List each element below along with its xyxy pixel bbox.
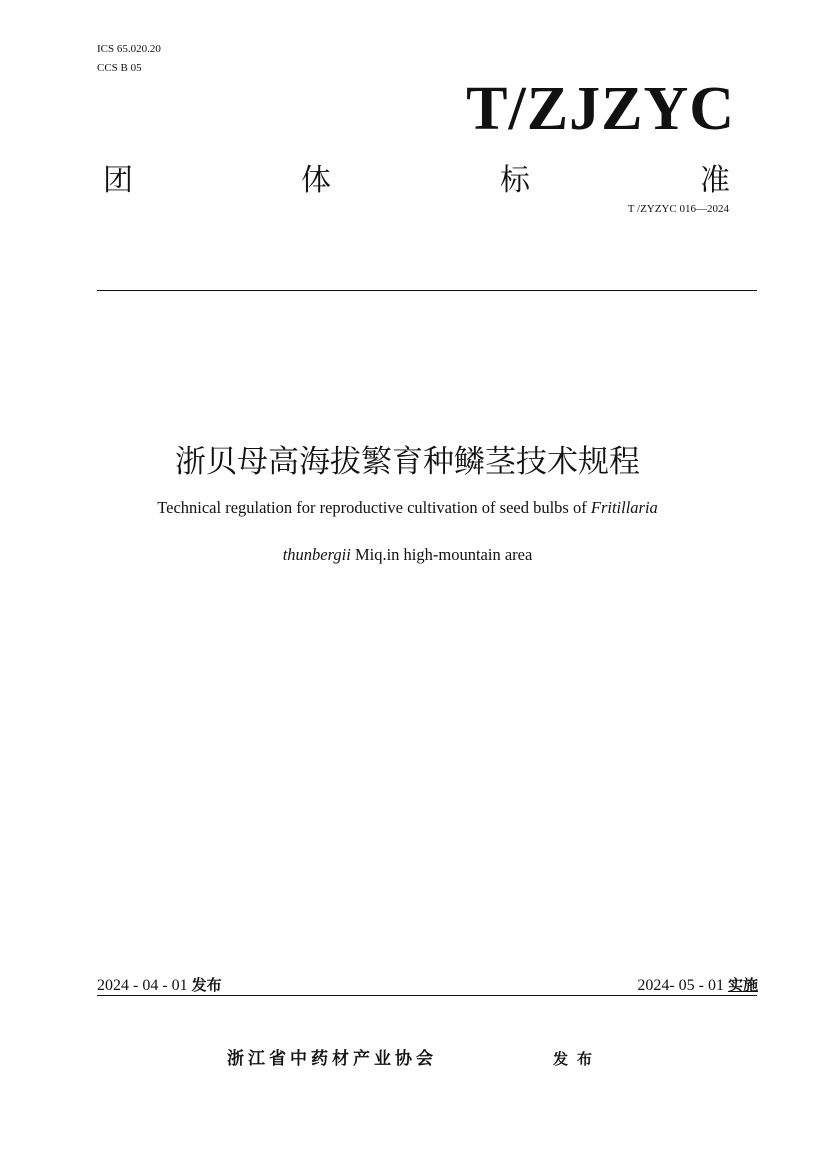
release-info xyxy=(97,975,222,996)
ics-code: ICS 65.020.20 xyxy=(97,43,161,55)
header-divider xyxy=(97,290,757,291)
title-english-text: Miq.in high-mountain area xyxy=(350,545,533,564)
title-english-text: Technical regulation for reproductive cultivation of seed bulbs of xyxy=(157,498,591,517)
standard-type-char: 团 xyxy=(103,163,133,198)
implementation-info xyxy=(637,975,758,996)
publish-label: 发布 xyxy=(553,1050,602,1068)
standard-type-char: 准 xyxy=(700,163,730,198)
ccs-code: CCS B 05 xyxy=(97,62,142,74)
standard-number: T /ZYZYC 016—2024 xyxy=(627,203,729,215)
title-english-genus: Fritillaria xyxy=(590,498,658,517)
footer-divider xyxy=(97,995,757,996)
publisher-name: 浙江省中药材产业协会 xyxy=(227,1049,437,1069)
release-date: 2024 - 04 - 01 xyxy=(97,977,188,994)
implementation-label: 实施 xyxy=(727,976,758,994)
title-english-species: thunbergii xyxy=(282,545,351,564)
standard-type-char: 标 xyxy=(500,163,530,198)
standard-type-char: 体 xyxy=(301,163,331,198)
title-english-line-2 xyxy=(0,545,815,565)
implementation-date: 2024- 05 - 01 xyxy=(637,977,724,994)
title-english-line-1 xyxy=(0,498,815,518)
title-chinese: 浙贝母高海拔繁育种鳞茎技术规程 xyxy=(175,444,640,480)
release-label: 发布 xyxy=(191,976,222,994)
organization-code: T/ZJZYC xyxy=(466,75,735,143)
